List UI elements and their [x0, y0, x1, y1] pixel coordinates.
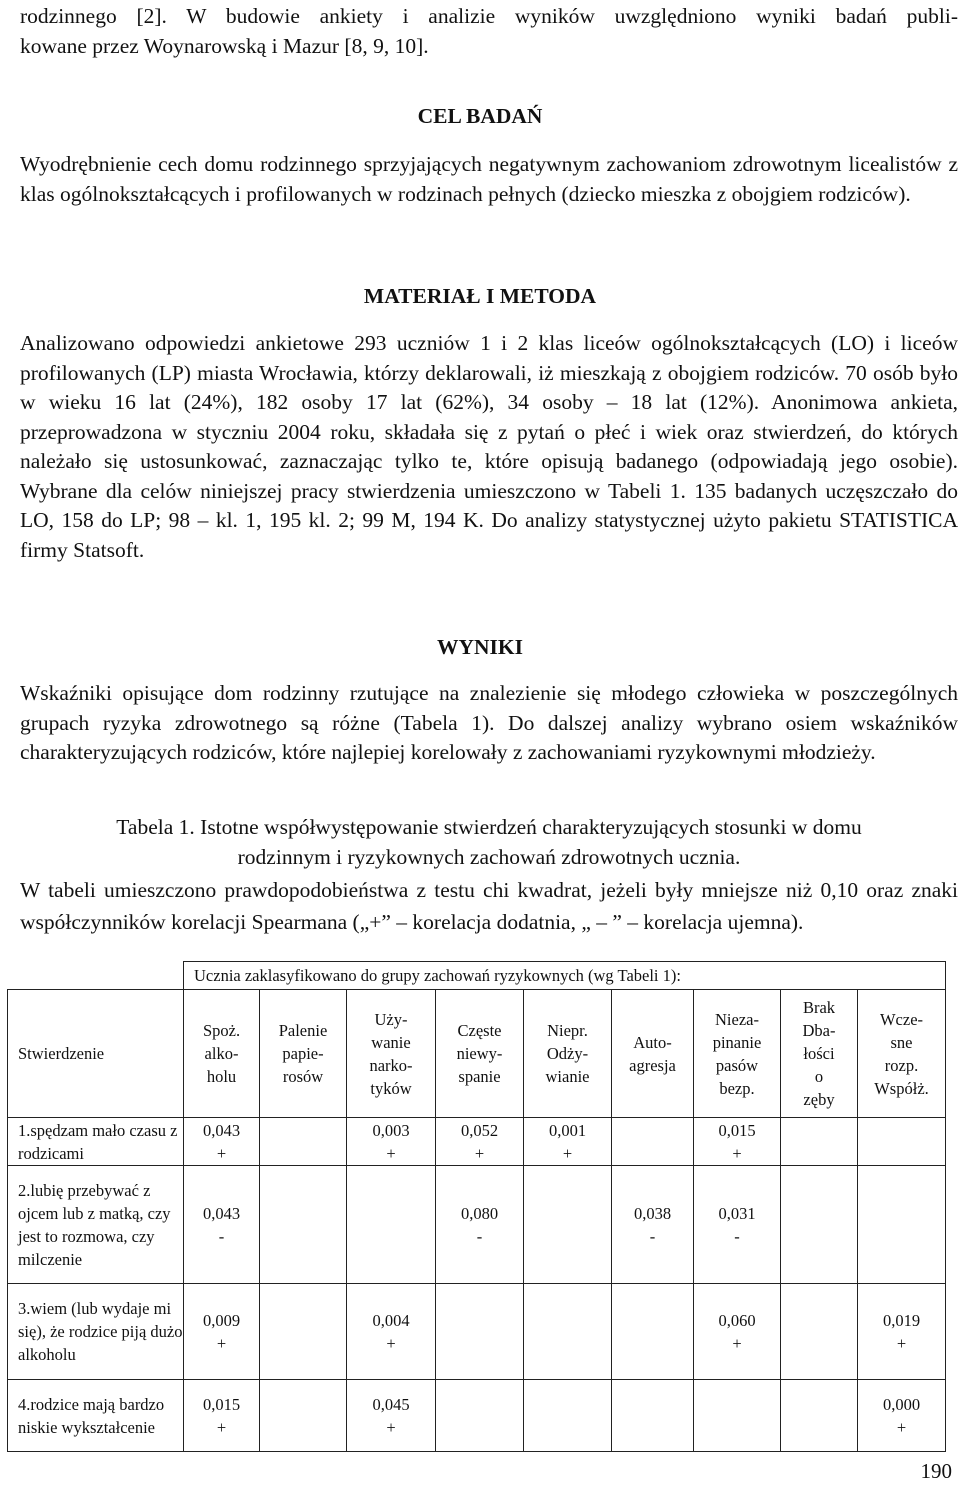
table-cell: 0,045 + — [347, 1380, 436, 1452]
table-cell: 0,080 - — [436, 1166, 524, 1284]
table-cell: 0,031 - — [694, 1166, 781, 1284]
table-cell — [781, 1118, 858, 1166]
table-caption-line-1: Tabela 1. Istotne współwystępowanie stwierdzeń charakteryzujących stosunki w domu — [116, 815, 862, 839]
column-header: Wcze- sne rozp. Współż. — [858, 990, 946, 1118]
table-cell: 0,015 + — [184, 1380, 260, 1452]
section-heading-metoda: MATERIAŁ I METODA — [363, 284, 597, 308]
intro-line-1: rodzinnego [2]. W budowie ankiety i analizie wyników uwzględniono wyniki badań publi- — [20, 4, 958, 28]
table-cell: 0,060 + — [694, 1284, 781, 1380]
table-cell: 0,038 - — [612, 1166, 694, 1284]
column-header: Palenie papie- rosów — [260, 990, 347, 1118]
column-header: Częste niewy- spanie — [436, 990, 524, 1118]
table-cell: 0,000 + — [858, 1380, 946, 1452]
table-cell — [260, 1118, 347, 1166]
table-cell — [260, 1380, 347, 1452]
table-cell — [436, 1380, 524, 1452]
section-heading-wyniki: WYNIKI — [436, 635, 523, 659]
table-row — [8, 1284, 946, 1380]
section-heading-cel: CEL BADAŃ — [417, 104, 543, 128]
table-cell: 0,043 - — [184, 1166, 260, 1284]
wyniki-paragraph: Wskaźniki opisujące dom rodzinny rzutujące na znalezienie się młodego człowieka w poszczególnych grupach ryzyka zdrowotnego są różne (Tabela 1). Do dalszej analizy wybrano osiem wskaźników charakteryzujących rodziców, które najlepiej korelowały z zachowaniami ryzykownymi młodzieży. — [20, 681, 958, 764]
table-empty-corner — [8, 962, 184, 990]
table-cell — [436, 1284, 524, 1380]
table-caption-line-2: rodzinnym i ryzykownych zachowań zdrowotnych ucznia. — [237, 845, 741, 869]
table-header-row — [8, 990, 946, 1118]
table-cell — [612, 1118, 694, 1166]
table-cell: 0,001 + — [524, 1118, 612, 1166]
page-number: 190 — [920, 1459, 952, 1483]
row-label: 1.spędzam mało czasu z rodzicami — [8, 1118, 184, 1166]
row-label: 3.wiem (lub wydaje mi się), że rodzice piją dużo alkoholu — [8, 1284, 184, 1380]
table-cell: 0,015 + — [694, 1118, 781, 1166]
row-label: 4.rodzice mają bardzo niskie wykształcenie — [8, 1380, 184, 1452]
column-header: Uży- wanie narko- tyków — [347, 990, 436, 1118]
column-header: Brak Dba- łości o zęby — [781, 990, 858, 1118]
results-table — [7, 961, 946, 1452]
table-cell — [524, 1380, 612, 1452]
column-header: Nieza- pinanie pasów bezp. — [694, 990, 781, 1118]
table-cell: 0,004 + — [347, 1284, 436, 1380]
column-header: Auto- agresja — [612, 990, 694, 1118]
table-cell — [858, 1166, 946, 1284]
table-cell — [694, 1380, 781, 1452]
table-group-header-row — [8, 962, 946, 990]
table-row — [8, 1166, 946, 1284]
column-header: Niepr. Odży- wianie — [524, 990, 612, 1118]
table-cell: 0,043 + — [184, 1118, 260, 1166]
table-cell — [524, 1284, 612, 1380]
metoda-paragraph: Analizowano odpowiedzi ankietowe 293 uczniów 1 i 2 klas liceów ogólnokształcących (LO) i liceów profilowanych (LP) miasta Wrocławia, którzy deklarowali, iż mieszkają z obojgiem rodziców. 70 osób było w wieku 16 lat (24%), 182 osoby 17 lat (62%), 34 osoby – 18 lat (12%). Anonimowa ankieta, przeprowadzona w styczniu 2004 roku, składała się z pytań o płeć i wiek oraz stwierdzeń, do których należało się ustosunkować, zaznaczając tylko te, które opisują badanego (odpowiadają jego osobie). Wybrane dla celów niniejszej pracy stwierdzenia umieszczono w Tabeli 1. 135 badanych uczęszczało do LO, 158 do LP; 98 – kl. 1, 195 kl. 2; 99 M, 194 K. Do analizy statystycznej użyto pakietu STATISTICA firmy Statsoft. — [20, 331, 958, 562]
table-cell — [260, 1284, 347, 1380]
column-header: Spoż. alko- holu — [184, 990, 260, 1118]
table-cell — [260, 1166, 347, 1284]
table-cell — [858, 1118, 946, 1166]
table-cell — [781, 1166, 858, 1284]
row-label: 2.lubię przebywać z ojcem lub z matką, czy jest to rozmowa, czy milczenie — [8, 1166, 184, 1284]
table-cell: 0,019 + — [858, 1284, 946, 1380]
table-cell — [781, 1380, 858, 1452]
table-cell: 0,052 + — [436, 1118, 524, 1166]
table-row — [8, 1380, 946, 1452]
table-cell: 0,009 + — [184, 1284, 260, 1380]
intro-line-2: kowane przez Woynarowską i Mazur [8, 9, 10]. — [20, 34, 429, 58]
table-row-header: Stwierdzenie — [8, 990, 184, 1118]
table-row — [8, 1118, 946, 1166]
cel-paragraph: Wyodrębnienie cech domu rodzinnego sprzyjających negatywnym zachowaniom zdrowotnym licealistów z klas ogólnokształcących i profilowanych w rodzinach pełnych (dziecko mieszka z obojgiem rodziców). — [20, 152, 958, 206]
table-cell — [612, 1284, 694, 1380]
table-cell — [524, 1166, 612, 1284]
table-note: W tabeli umieszczono prawdopodobieństwa z testu chi kwadrat, jeżeli były mniejsze niż 0,10 oraz znaki współczynników korelacji Spearmana („+” – korelacja dodatnia, „ – ” – korelacja ujemna). — [20, 878, 958, 934]
table-group-header: Ucznia zaklasyfikowano do grupy zachowań ryzykownych (wg Tabeli 1): — [184, 962, 946, 990]
table-cell — [347, 1166, 436, 1284]
table-cell — [781, 1284, 858, 1380]
table-cell — [612, 1380, 694, 1452]
table-cell: 0,003 + — [347, 1118, 436, 1166]
